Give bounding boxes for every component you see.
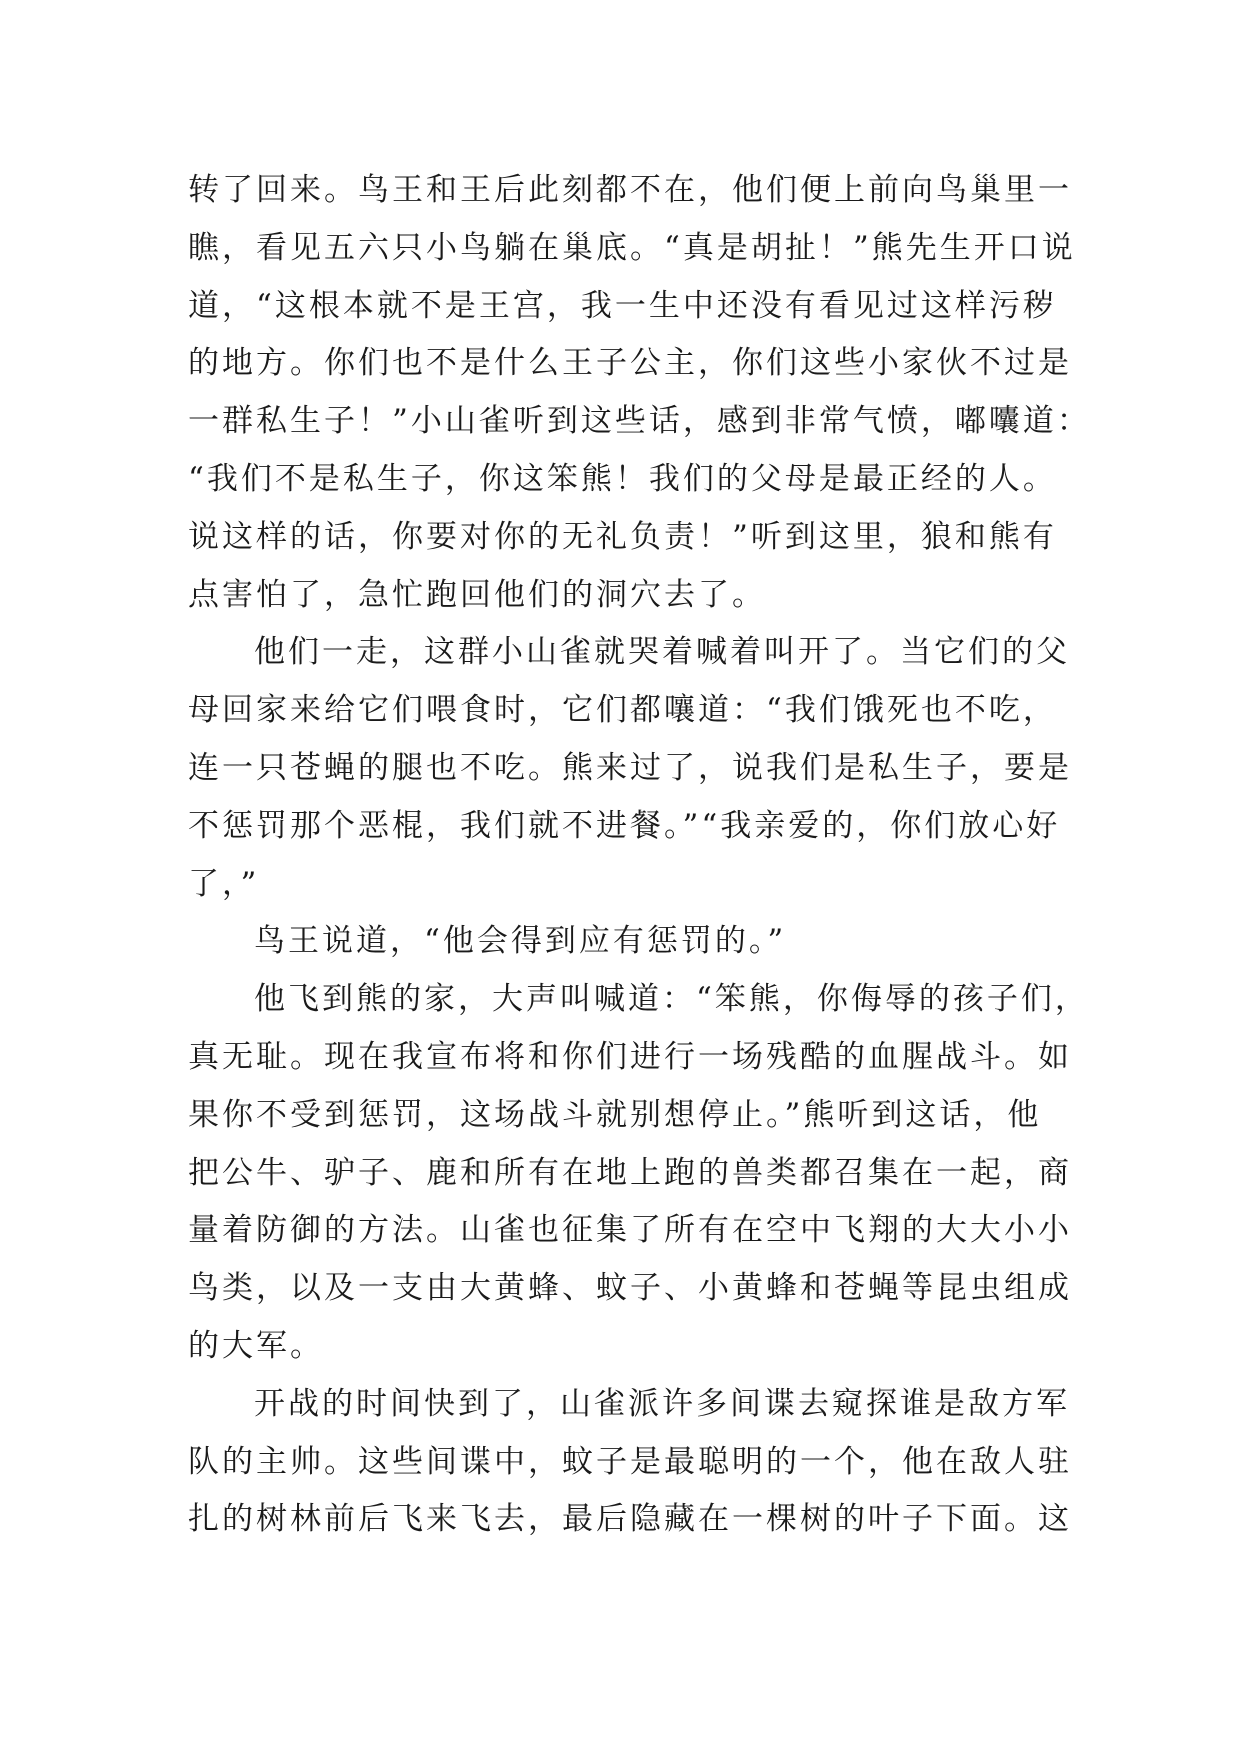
text-line: 量着防御的方法。山雀也征集了所有在空中飞翔的大大小小: [188, 1212, 1072, 1249]
text-line: 的大军。: [188, 1327, 324, 1364]
text-line: “我们不是私生子，你这笨熊！我们的父母是最正经的人。: [188, 460, 1057, 497]
paragraph-first-line: 他飞到熊的家，大声叫喊道：“笨熊，你侮辱的孩子们，: [254, 981, 1089, 1018]
text-line: 果你不受到惩罚，这场战斗就别想停止。”熊听到这话，他: [188, 1096, 1042, 1133]
text-line: 鸟类，以及一支由大黄蜂、蚊子、小黄蜂和苍蝇等昆虫组成: [188, 1270, 1072, 1307]
text-line: 转了回来。鸟王和王后此刻都不在，他们便上前向鸟巢里一: [188, 172, 1072, 208]
text-line: 队的主帅。这些间谍中，蚊子是最聪明的一个，他在敌人驻: [188, 1443, 1072, 1480]
paragraph-first-line: 开战的时间快到了，山雀派许多间谍去窥探谁是敌方军: [254, 1385, 1070, 1422]
text-line: 扎的树林前后飞来飞去，最后隐藏在一棵树的叶子下面。这: [188, 1501, 1072, 1538]
text-line: 的地方。你们也不是什么王子公主，你们这些小家伙不过是: [188, 345, 1072, 382]
text-line: 道，“这根本就不是王宫，我一生中还没有看见过这样污秽: [188, 287, 1057, 324]
text-line: 连一只苍蝇的腿也不吃。熊来过了，说我们是私生子，要是: [188, 749, 1072, 786]
story-text: [188, 162, 1091, 1549]
paragraph-first-line: 鸟王说道，“他会得到应有惩罚的。”: [254, 923, 787, 960]
text-line: 说这样的话，你要对你的无礼负责！”听到这里，狼和熊有: [188, 518, 1057, 555]
text-line: 真无耻。现在我宣布将和你们进行一场残酷的血腥战斗。如: [188, 1038, 1072, 1075]
paragraph-first-line: 他们一走，这群小山雀就哭着喊着叫开了。当它们的父: [254, 634, 1070, 671]
text-line: 把公牛、驴子、鹿和所有在地上跑的兽类都召集在一起，商: [188, 1154, 1072, 1191]
text-line: 了，”: [188, 865, 260, 902]
text-line: 母回家来给它们喂食时，它们都嚷道：“我们饿死也不吃，: [188, 692, 1057, 729]
text-line: 一群私生子！”小山雀听到这些话，感到非常气愤，嘟囔道：: [188, 403, 1091, 440]
text-line: 点害怕了，急忙跑回他们的洞穴去了。: [188, 576, 766, 613]
text-line: 瞧，看见五六只小鸟躺在巢底。“真是胡扯！”熊先生开口说: [188, 229, 1076, 266]
text-line: 不惩罚那个恶棍，我们就不进餐。”“我亲爱的，你们放心好: [188, 807, 1061, 844]
